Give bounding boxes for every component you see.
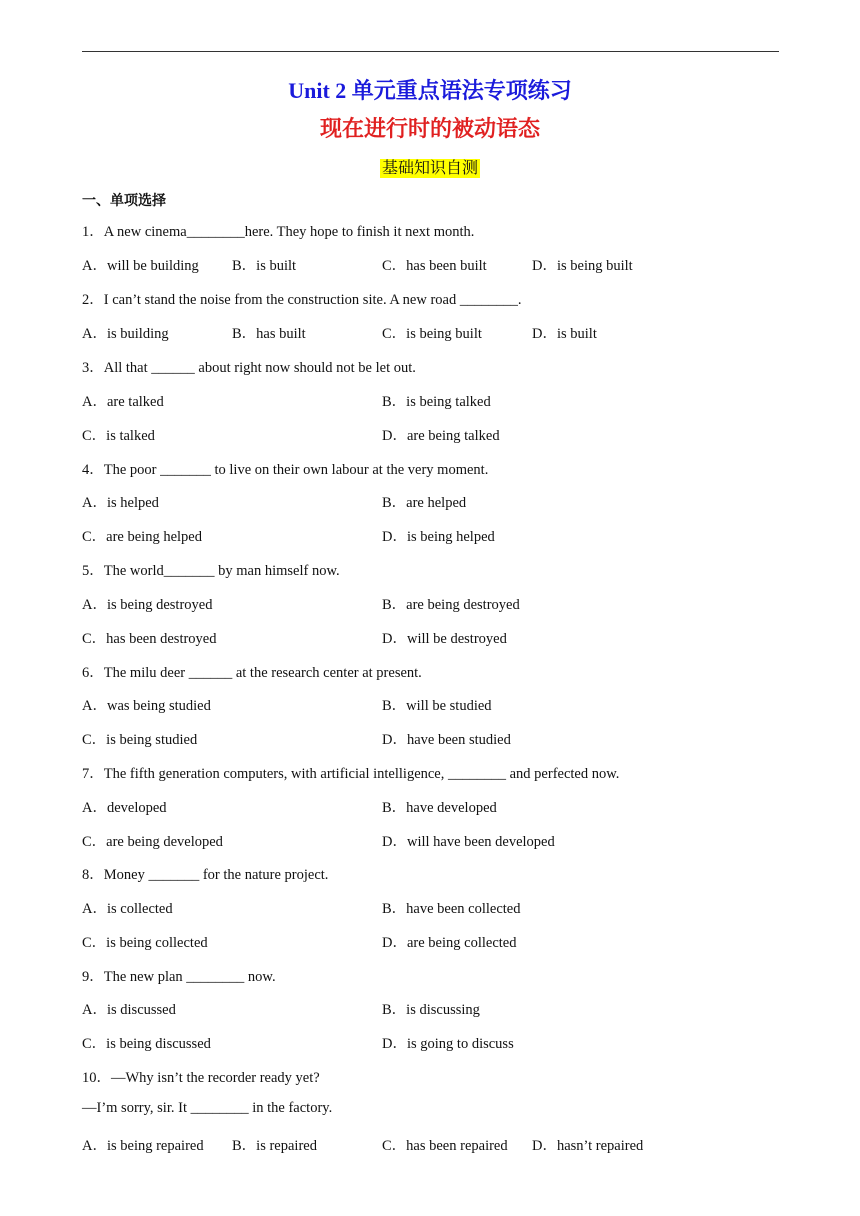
option-b: B．is built <box>232 258 297 274</box>
option-b: B．are helped <box>382 495 467 511</box>
question-stem: 1．A new cinema________here. They hope to finish it next month. <box>82 224 475 240</box>
option-c: C．has been built <box>382 258 487 274</box>
option-b: B．will be studied <box>382 698 492 714</box>
option-d: D．are being talked <box>382 428 500 444</box>
option-d: D．will be destroyed <box>382 631 507 647</box>
question-stem: 5．The world_______ by man himself now. <box>82 563 340 579</box>
question-stem: 3．All that ______ about right now should not be let out. <box>82 360 416 376</box>
question-stem: 6．The milu deer ______ at the research center at present. <box>82 665 422 681</box>
option-b: B．is discussing <box>382 1002 480 1018</box>
option-c: C．is being discussed <box>82 1036 211 1052</box>
option-c: C．is being collected <box>82 935 208 951</box>
option-c: C．are being helped <box>82 529 202 545</box>
option-b: B．has built <box>232 326 306 342</box>
question-stem: 8．Money _______ for the nature project. <box>82 867 329 883</box>
option-b: B．is repaired <box>232 1138 317 1154</box>
option-c: C．is being studied <box>82 732 198 748</box>
option-c: C．is talked <box>82 428 155 444</box>
header-rule <box>82 51 779 52</box>
option-c: C．has been destroyed <box>82 631 217 647</box>
question-stem: 7．The fifth generation computers, with artificial intelligence, ________ and perfected now. <box>82 766 620 782</box>
option-d: D．have been studied <box>382 732 511 748</box>
option-a: A．is helped <box>82 495 159 511</box>
option-a: A．will be building <box>82 258 199 274</box>
option-d: D．is going to discuss <box>382 1036 514 1052</box>
option-b: B．are being destroyed <box>382 597 520 613</box>
highlight-label: 基础知识自测 <box>381 160 478 177</box>
question-stem: 2．I can’t stand the noise from the construction site. A new road ________. <box>82 292 522 308</box>
option-c: C．is being built <box>382 326 482 342</box>
option-b: B．have been collected <box>382 901 521 917</box>
option-d: D．is being built <box>532 258 633 274</box>
option-a: A．was being studied <box>82 698 211 714</box>
question-stem: 9．The new plan ________ now. <box>82 969 276 985</box>
option-d: D．hasn’t repaired <box>532 1138 644 1154</box>
option-d: D．is being helped <box>382 529 495 545</box>
option-c: C．are being developed <box>82 834 223 850</box>
option-a: A．is being destroyed <box>82 597 213 613</box>
question-stem-reply: —I’m sorry, sir. It ________ in the factory. <box>82 1100 333 1116</box>
option-b: B．have developed <box>382 800 497 816</box>
question-stem: 4．The poor _______ to live on their own labour at the very moment. <box>82 462 489 478</box>
option-d: D．will have been developed <box>382 834 555 850</box>
option-a: A．is collected <box>82 901 173 917</box>
page-subtitle: 现在进行时的被动语态 <box>319 116 540 141</box>
option-b: B．is being talked <box>382 394 491 410</box>
option-a: A．is discussed <box>82 1002 176 1018</box>
option-d: D．is built <box>532 326 597 342</box>
option-a: A．developed <box>82 800 167 816</box>
page-title: Unit 2 单元重点语法专项练习 <box>288 78 572 103</box>
option-a: A．are talked <box>82 394 164 410</box>
question-stem: 10．—Why isn’t the recorder ready yet? <box>82 1070 320 1086</box>
option-a: A．is being repaired <box>82 1138 204 1154</box>
section-heading: 一、单项选择 <box>82 193 166 209</box>
option-c: C．has been repaired <box>382 1138 508 1154</box>
option-a: A．is building <box>82 326 169 342</box>
option-d: D．are being collected <box>382 935 517 951</box>
